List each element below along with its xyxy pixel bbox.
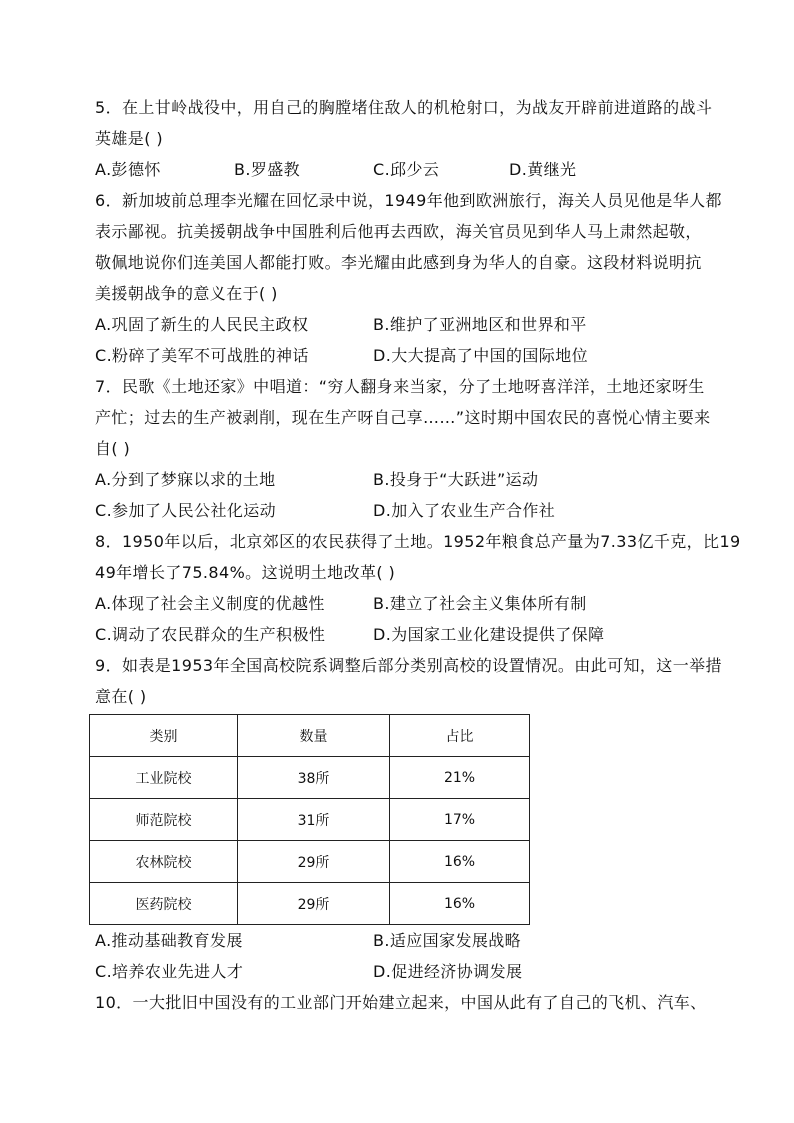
question-7 <box>95 371 711 526</box>
option-d: D.大大提高了中国的国际地位 <box>373 346 589 365</box>
table-header-cell: 类别 <box>90 715 238 757</box>
option-b: B.适应国家发展战略 <box>373 931 522 950</box>
option-a: A.巩固了新生的人民民主政权 <box>95 315 309 334</box>
table-cell: 29所 <box>238 883 390 925</box>
question-7-options-row-1 <box>95 464 705 495</box>
table-cell: 16% <box>390 841 530 883</box>
question-5-stem-line: 英雄是( ) <box>95 129 163 148</box>
question-5-options <box>95 154 705 185</box>
question-7-options-row-2 <box>95 495 705 526</box>
question-9-options-row-2 <box>95 956 705 987</box>
option-c: C.粉碎了美军不可战胜的神话 <box>95 346 309 365</box>
option-c: C.邱少云 <box>373 160 440 179</box>
table-header-cell: 占比 <box>390 715 530 757</box>
option-d: D.加入了农业生产合作社 <box>373 501 556 520</box>
question-9-stem-line: 9．如表是1953年全国高校院系调整后部分类别高校的设置情况。由此可知，这一举措 <box>95 656 722 675</box>
option-a: A.分到了梦寐以求的土地 <box>95 470 276 489</box>
question-9-options-row-1 <box>95 925 705 956</box>
table-cell: 医药院校 <box>90 883 238 925</box>
question-10-stem-line: 10．一大批旧中国没有的工业部门开始建立起来，中国从此有了自己的飞机、汽车、 <box>95 993 707 1012</box>
question-7-stem-line: 自( ) <box>95 439 131 458</box>
question-7-stem-line: 7．民歌《土地还家》中唱道：“穷人翻身来当家，分了土地呀喜洋洋，土地还家呀生 <box>95 377 705 396</box>
table-cell: 38所 <box>238 757 390 799</box>
question-6-stem-line: 美援朝战争的意义在于( ) <box>95 284 278 303</box>
question-6-stem-line: 敬佩地说你们连美国人都能打败。李光耀由此感到身为华人的自豪。这段材料说明抗 <box>95 253 702 272</box>
option-c: C.参加了人民公社化运动 <box>95 501 277 520</box>
exam-page <box>95 92 741 1018</box>
option-a: A.彭德怀 <box>95 160 161 179</box>
question-8 <box>95 526 741 650</box>
table-cell: 17% <box>390 799 530 841</box>
table-cell: 16% <box>390 883 530 925</box>
table-cell: 29所 <box>238 841 390 883</box>
option-c: C.培养农业先进人才 <box>95 962 244 981</box>
table-cell: 师范院校 <box>90 799 238 841</box>
question-6-options-row-1 <box>95 309 705 340</box>
table-row <box>90 757 530 799</box>
table-row <box>90 883 530 925</box>
question-10 <box>95 987 705 1018</box>
question-6-stem-line: 6．新加坡前总理李光耀在回忆录中说，1949年他到欧洲旅行，海关人员见他是华人都 <box>95 191 722 210</box>
question-8-stem-line: 8．1950年以后，北京郊区的农民获得了土地。1952年粮食总产量为7.33亿千克，比19 <box>95 532 741 551</box>
table-header-row <box>90 715 530 757</box>
option-c: C.调动了农民群众的生产积极性 <box>95 625 326 644</box>
option-b: B.建立了社会主义集体所有制 <box>373 594 587 613</box>
question-9-stem-line: 意在( ) <box>95 687 147 706</box>
option-b: B.罗盛教 <box>234 160 301 179</box>
question-5-stem-line: 5．在上甘岭战役中，用自己的胸膛堵住敌人的机枪射口，为战友开辟前进道路的战斗 <box>95 98 713 117</box>
question-6-options-row-2 <box>95 340 705 371</box>
question-7-stem-line: 产忙；过去的生产被剥削，现在生产呀自己享……”这时期中国农民的喜悦心情主要来 <box>95 408 711 427</box>
option-d: D.促进经济协调发展 <box>373 962 523 981</box>
option-b: B.投身于“大跃进”运动 <box>373 470 539 489</box>
question-8-options-row-1 <box>95 588 705 619</box>
table-header-cell: 数量 <box>238 715 390 757</box>
college-table <box>89 714 530 925</box>
table-cell: 31所 <box>238 799 390 841</box>
option-b: B.维护了亚洲地区和世界和平 <box>373 315 587 334</box>
question-6-stem-line: 表示鄙视。抗美援朝战争中国胜利后他再去西欧，海关官员见到华人马上肃然起敬， <box>95 222 702 241</box>
table-cell: 21% <box>390 757 530 799</box>
option-d: D.为国家工业化建设提供了保障 <box>373 625 605 644</box>
question-6 <box>95 185 722 371</box>
option-d: D.黄继光 <box>509 160 577 179</box>
table-cell: 农林院校 <box>90 841 238 883</box>
table-cell: 工业院校 <box>90 757 238 799</box>
option-a: A.推动基础教育发展 <box>95 931 243 950</box>
question-5 <box>95 92 713 185</box>
table-row <box>90 841 530 883</box>
question-8-options-row-2 <box>95 619 705 650</box>
question-8-stem-line: 49年增长了75.84%。这说明土地改革( ) <box>95 563 396 582</box>
table-row <box>90 799 530 841</box>
option-a: A.体现了社会主义制度的优越性 <box>95 594 325 613</box>
question-9 <box>95 650 722 987</box>
